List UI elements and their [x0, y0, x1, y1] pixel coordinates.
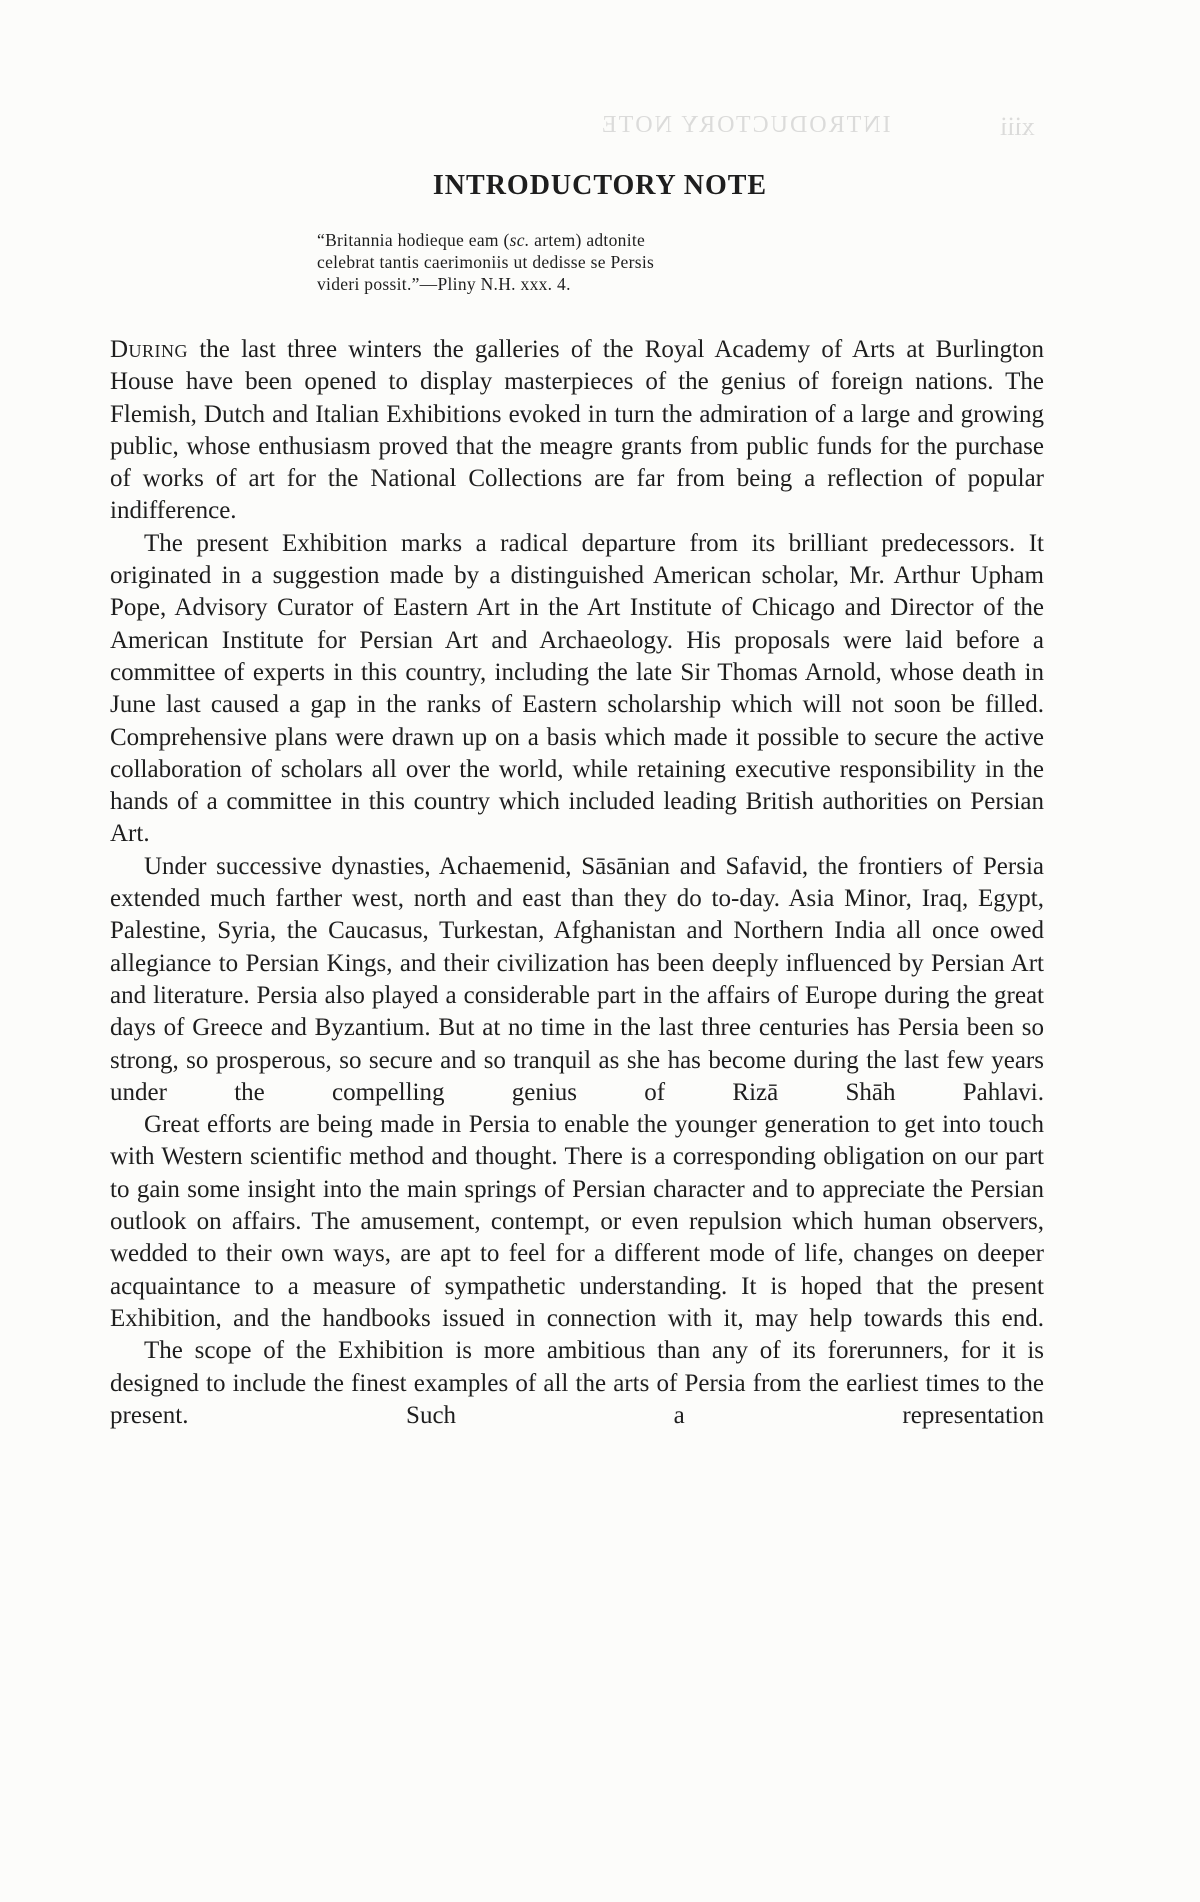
epigraph-line-3: videri possit.”—Pliny N.H. xxx. 4. [317, 274, 571, 294]
epigraph-line-1: “Britannia hodieque eam (sc. artem) adtonite [317, 230, 646, 250]
paragraph-2: The present Exhibition marks a radical departure from its brilliant predecessors. It originated in a suggestion made by a distinguished American scholar, Mr. Arthur Upham Pope, Advisory Curator of Eastern Art in the Art Institute of Chicago and Director of the American Institute for Persian Art and Archaeology. His proposals were laid before a committee of experts in this country, including the late Sir Thomas Arnold, whose death in June last caused a gap in the ranks of Eastern scholarship which will not soon be filled. Comprehensive plans were drawn up on a basis which made it possible to secure the active collaboration of scholars all over the world, while retaining executive responsibility in the hands of a committee in this country which included leading British authorities on Persian Art. [110, 529, 1044, 848]
epigraph [317, 229, 877, 295]
body-text [110, 334, 1044, 1432]
paragraph-5: The scope of the Exhibition is more ambitious than any of its forerunners, for it is designed to include the finest examples of all the arts of Persia from the earliest times to the present. Such a representation [110, 1337, 1044, 1429]
paragraph-3: Under successive dynasties, Achaemenid, Sāsānian and Safavid, the frontiers of Persia extended much farther west, north and east than they do to-day. Asia Minor, Iraq, Egypt, Palestine, Syria, the Caucasus, Turkestan, Afghanistan and Northern India all once owed allegiance to Persian Kings, and their civilization has been deeply influenced by Persian Art and literature. Persia also played a considerable part in the affairs of Europe during the great days of Greece and Byzantium. But at no time in the last three centuries has Persia been so strong, so prosperous, so secure and so tranquil as she has become during the last few years under the compelling genius of Rizā Shāh Pahlavi. [110, 852, 1044, 1106]
bleed-through-running-head: INTRODUCTORY NOTE [600, 112, 891, 138]
paragraph-4: Great efforts are being made in Persia to enable the younger generation to get into touch with Western scientific method and thought. There is a corresponding obligation on our part to gain some insight into the main springs of Persian character and to appreciate the Persian outlook on affairs. The amusement, contempt, or even repulsion which human observers, wedded to their own ways, are apt to feel for a different mode of life, changes on deeper acquaintance to a measure of sympathetic understanding. It is hoped that the present Exhibition, and the handbooks issued in connection with it, may help towards this end. [110, 1111, 1044, 1332]
epigraph-italic-abbrev: sc. [509, 230, 530, 250]
epigraph-line-2: celebrat tantis caerimoniis ut dedisse se Persis [317, 252, 655, 272]
bleed-through-page-number: xiii [1000, 112, 1035, 141]
page-title: INTRODUCTORY NOTE [432, 170, 768, 201]
paragraph-1: During the last three winters the galleries of the Royal Academy of Arts at Burlington House have been opened to display masterpieces of the genius of foreign nations. The Flemish, Dutch and Italian Exhibitions evoked in turn the admiration of a large and growing public, whose enthusiasm proved that the meagre grants from public funds for the purchase of works of art for the National Collections are far from being a reflection of popular indifference. [110, 336, 1044, 525]
paragraph-lead-word: During [110, 336, 189, 363]
